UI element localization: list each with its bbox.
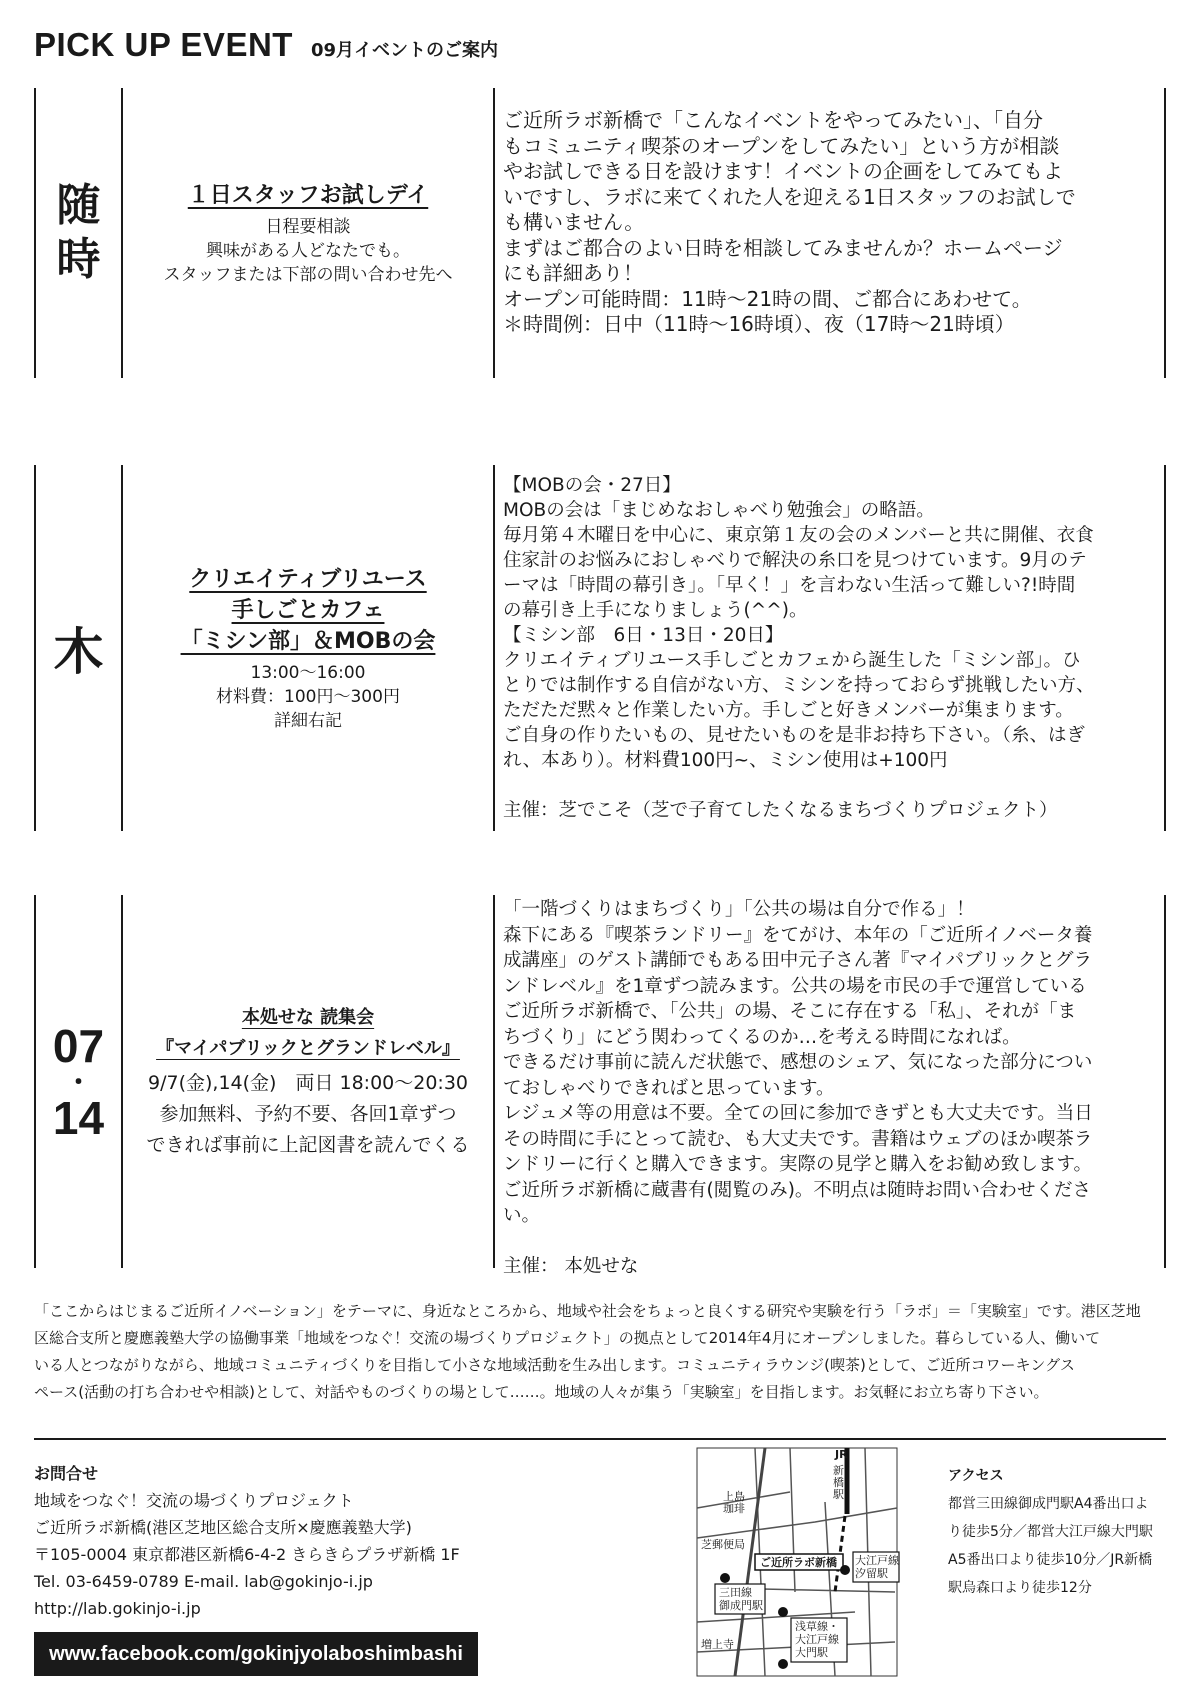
desc-line: も構いません。 — [503, 210, 645, 234]
event-description — [503, 897, 1156, 1279]
event-day-line: ・ — [65, 1066, 92, 1097]
facebook-link[interactable]: www.facebook.com/gokinjyolaboshimbashi — [34, 1632, 478, 1676]
desc-line: 毎月第４木曜日を中心に、東京第１友の会のメンバーと共に開催、衣食 — [503, 525, 1094, 546]
contact-line: ご近所ラボ新橋(港区芝地区総合支所×慶應義塾大学) — [34, 1518, 412, 1537]
event-day-line: 07 — [52, 1019, 105, 1072]
desc-line: ご近所ラボ新橋で、「公共」の場、そこに存在する「私」、それが「ま — [503, 1001, 1077, 1022]
event-title: 手しごとカフェ — [231, 597, 385, 623]
desc-line — [503, 773, 1156, 798]
desc-line: ＊時間例：日中（11時〜16時頃）、夜（17時〜21時頃） — [503, 312, 1015, 336]
map-label-asakusa: 浅草線・ — [795, 1620, 839, 1633]
desc-line: その時間に手にとって読む、も大丈夫です。書籍はウェブのほか喫茶ラ — [503, 1128, 1093, 1150]
desc-line: い。 — [503, 1205, 541, 1226]
divider — [493, 895, 495, 1268]
access-line: り徒歩5分／都営大江戸線大門駅 — [948, 1524, 1153, 1540]
map-label-jr: JR — [835, 1448, 848, 1461]
map-label-lab: ご近所ラボ新橋 — [760, 1556, 837, 1569]
desc-line: オープン可能時間：11時〜21時の間、ご都合にあわせて。 — [503, 286, 1032, 311]
map-label-shinbashi: 新 — [833, 1464, 844, 1477]
desc-line: MOBの会は「まじめなおしゃべり勉強会」の略語。 — [503, 500, 935, 521]
contact-line: 地域をつなぐ！交流の場づくりプロジェクト — [34, 1491, 354, 1510]
divider — [493, 465, 495, 831]
event-day-line: 時 — [56, 234, 101, 285]
map-label-coffee: 珈琲 — [723, 1502, 745, 1515]
access-block — [948, 1462, 1173, 1602]
event-row-3 — [34, 895, 1166, 1277]
desc-line: 成講座」のゲスト講師でもある田中元子さん著『マイパブリックとグラ — [503, 950, 1093, 971]
event-detail: 日程要相談 — [265, 216, 351, 237]
contact-block — [34, 1460, 460, 1622]
access-line: 駅烏森口より徒歩12分 — [948, 1580, 1092, 1596]
event-summary — [123, 895, 493, 1268]
map-label-oedo: 汐留駅 — [855, 1567, 888, 1580]
desc-line: 主催： 本処せな — [503, 1255, 639, 1277]
desc-line: ンドレベル』を1章ずつ読みます。公共の場を市民の手で運営している — [503, 975, 1087, 997]
divider — [1164, 465, 1166, 831]
desc-line: ておしゃべりできればと思っています。 — [503, 1077, 835, 1099]
map-station-dot — [840, 1565, 850, 1575]
event-title: 『マイパブリックとグランドレベル』 — [156, 1038, 460, 1059]
map-station-dot — [778, 1659, 788, 1669]
desc-line: 【ミシン部 6日・13日・20日】 — [503, 625, 784, 646]
desc-line: やお試しできる日を設けます！イベントの企画をしてみてもよ — [503, 159, 1063, 183]
section-divider — [34, 1438, 1166, 1440]
event-title: 「ミシン部」＆MOBの会 — [180, 628, 436, 654]
desc-line: ご近所ラボ新橋に蔵書有(閲覧のみ)。不明点は随時お問い合わせくださ — [503, 1179, 1091, 1201]
event-detail: 詳細右記 — [274, 710, 342, 731]
access-map — [695, 1442, 933, 1680]
desc-line: れ、本あり）。材料費100円~、ミシン使用は+100円 — [503, 750, 948, 771]
desc-line: ご自身の作りたいもの、見せたいものを是非お持ち下さい。（糸、はぎ — [503, 725, 1086, 746]
event-day-line: 随 — [56, 180, 101, 231]
event-title: クリエイティブリユース — [189, 566, 427, 592]
desc-line: 【MOBの会・27日】 — [503, 475, 681, 496]
contact-heading: お問合せ — [34, 1464, 99, 1483]
divider — [1164, 88, 1166, 378]
desc-line: クリエイティブリユース手しごとカフェから誕生した「ミシン部」。ひ — [503, 650, 1081, 671]
desc-line — [503, 1229, 1156, 1254]
desc-line: できるだけ事前に読んだ状態で、感想のシェア、気になった部分につい — [503, 1052, 1093, 1073]
desc-line: 住家計のお悩みにおしゃべりで解決の糸口を見つけています。9月のテ — [503, 550, 1087, 571]
desc-line: ご近所ラボ新橋で「こんなイベントをやってみたい」、「自分 — [503, 108, 1043, 132]
desc-line: 「一階づくりはまちづくり」「公共の場は自分で作る」！ — [503, 899, 975, 920]
page-title: PICK UP EVENT — [34, 26, 293, 63]
contact-phone-email[interactable]: Tel. 03-6459-0789 E-mail. lab@gokinjo-i.jp — [34, 1572, 373, 1591]
map-label-shinbashi: 駅 — [833, 1488, 844, 1501]
map-label-zojoji: 増上寺 — [701, 1638, 734, 1651]
desc-line: いですし、ラボに来てくれた人を迎える1日スタッフのお試しで — [503, 184, 1076, 209]
about-line: ペース(活動の打ち合わせや相談)として、対話やものづくりの場として……。地域の人々が集う「実験室」を目指します。お気軽にお立ち寄り下さい。 — [34, 1383, 1049, 1401]
event-day — [36, 895, 121, 1268]
page-header — [34, 26, 498, 64]
event-day — [36, 465, 121, 831]
access-heading: アクセス — [948, 1468, 1004, 1484]
desc-line: 主催：芝でこそ（芝で子育てしたくなるまちづくりプロジェクト） — [503, 800, 1058, 821]
page-subtitle: 09月イベントのご案内 — [310, 40, 499, 61]
desc-line: ーマは「時間の幕引き」。「早く！」を言わない生活って難しい?!時間 — [503, 575, 1076, 596]
map-label-asakusa: 大江戸線 — [795, 1633, 839, 1646]
map-label-mita: 三田線 — [719, 1586, 752, 1599]
event-row-1 — [34, 88, 1166, 378]
desc-line: まずはご都合のよい日時を相談してみませんか？ホームページ — [503, 235, 1063, 260]
map-station-dot — [778, 1607, 788, 1617]
divider — [1164, 895, 1166, 1268]
event-detail: 13:00〜16:00 — [250, 662, 366, 683]
event-detail: 材料費：100円〜300円 — [216, 686, 400, 707]
desc-line: レジュメ等の用意は不要。全ての回に参加できずとも大丈夫です。当日 — [503, 1103, 1093, 1124]
contact-website-link[interactable]: http://lab.gokinjo-i.jp — [34, 1599, 201, 1618]
event-title: １日スタッフお試しデイ — [187, 182, 429, 208]
event-title: 本処せな 読集会 — [241, 1007, 375, 1028]
event-summary — [123, 465, 493, 831]
desc-line: もコミュニティ喫茶のオープンをしてみたい」という方が相談 — [503, 133, 1060, 158]
event-summary — [123, 88, 493, 378]
map-label-coffee: 上島 — [723, 1490, 745, 1503]
event-detail: スタッフまたは下部の問い合わせ先へ — [163, 264, 453, 285]
about-line: いる人とつながりながら、地域コミュニティづくりを目指して小さな地域活動を生み出します。コミュニティラウンジ(喫茶)として、ご近所コワーキングス — [34, 1356, 1075, 1374]
event-day — [36, 88, 121, 378]
map-label-asakusa: 大門駅 — [795, 1646, 828, 1659]
map-label-oedo: 大江戸線 — [855, 1554, 899, 1567]
event-description — [503, 473, 1156, 823]
map-label-post-office: 芝郵便局 — [701, 1538, 745, 1551]
contact-address: 〒105-0004 東京都港区新橋6-4-2 きらきらプラザ新橋 1F — [34, 1545, 460, 1564]
desc-line: ちづくり」にどう関わってくるのか…を考える時間になれば。 — [503, 1026, 1021, 1048]
about-line: 「ここからはじまるご近所イノベーション」をテーマに、身近なところから、地域や社会をちょっと良くする研究や実験を行う「ラボ」＝「実験室」です。港区芝地 — [34, 1302, 1141, 1320]
event-day-line: 木 — [53, 623, 104, 681]
event-detail: 興味がある人どなたでも。 — [206, 240, 410, 261]
event-description — [503, 108, 1156, 338]
event-row-2 — [34, 465, 1166, 831]
event-detail: 9/7(金),14(金) 両日 18:00〜20:30 — [148, 1072, 468, 1094]
desc-line: とりでは制作する自信がない方、ミシンを持っておらず挑戦したい方、 — [503, 675, 1095, 696]
access-line: A5番出口より徒歩10分／JR新橋 — [948, 1552, 1153, 1568]
about-line: 区総合支所と慶應義塾大学の協働事業「地域をつなぐ！交流の場づくりプロジェクト」の拠点として2014年4月にオープンしました。暮らしている人、働いて — [34, 1329, 1101, 1347]
divider — [493, 88, 495, 378]
desc-line: にも詳細あり！ — [503, 261, 643, 285]
event-detail: 参加無料、予約不要、各回1章ずつ — [159, 1103, 457, 1125]
desc-line: ンドリーに行くと購入できます。実際の見学と購入をお勧め致します。 — [503, 1154, 1093, 1175]
event-day-line: 14 — [52, 1091, 105, 1144]
desc-line: ただただ黙々と作業したい方。手しごと好きメンバーが集まります。 — [503, 700, 1074, 721]
desc-line: の幕引き上手になりましょう(^^)。 — [503, 600, 808, 621]
event-detail: できれば事前に上記図書を読んでくる — [146, 1134, 470, 1156]
map-label-shinbashi: 橋 — [833, 1476, 844, 1489]
access-line: 都営三田線御成門駅A4番出口よ — [948, 1496, 1149, 1512]
desc-line: 森下にある『喫茶ランドリー』をてがけ、本年の「ご近所イノベータ養 — [503, 924, 1093, 946]
map-station-dot — [720, 1573, 730, 1583]
about-text — [34, 1298, 1166, 1406]
map-label-mita: 御成門駅 — [719, 1599, 763, 1612]
